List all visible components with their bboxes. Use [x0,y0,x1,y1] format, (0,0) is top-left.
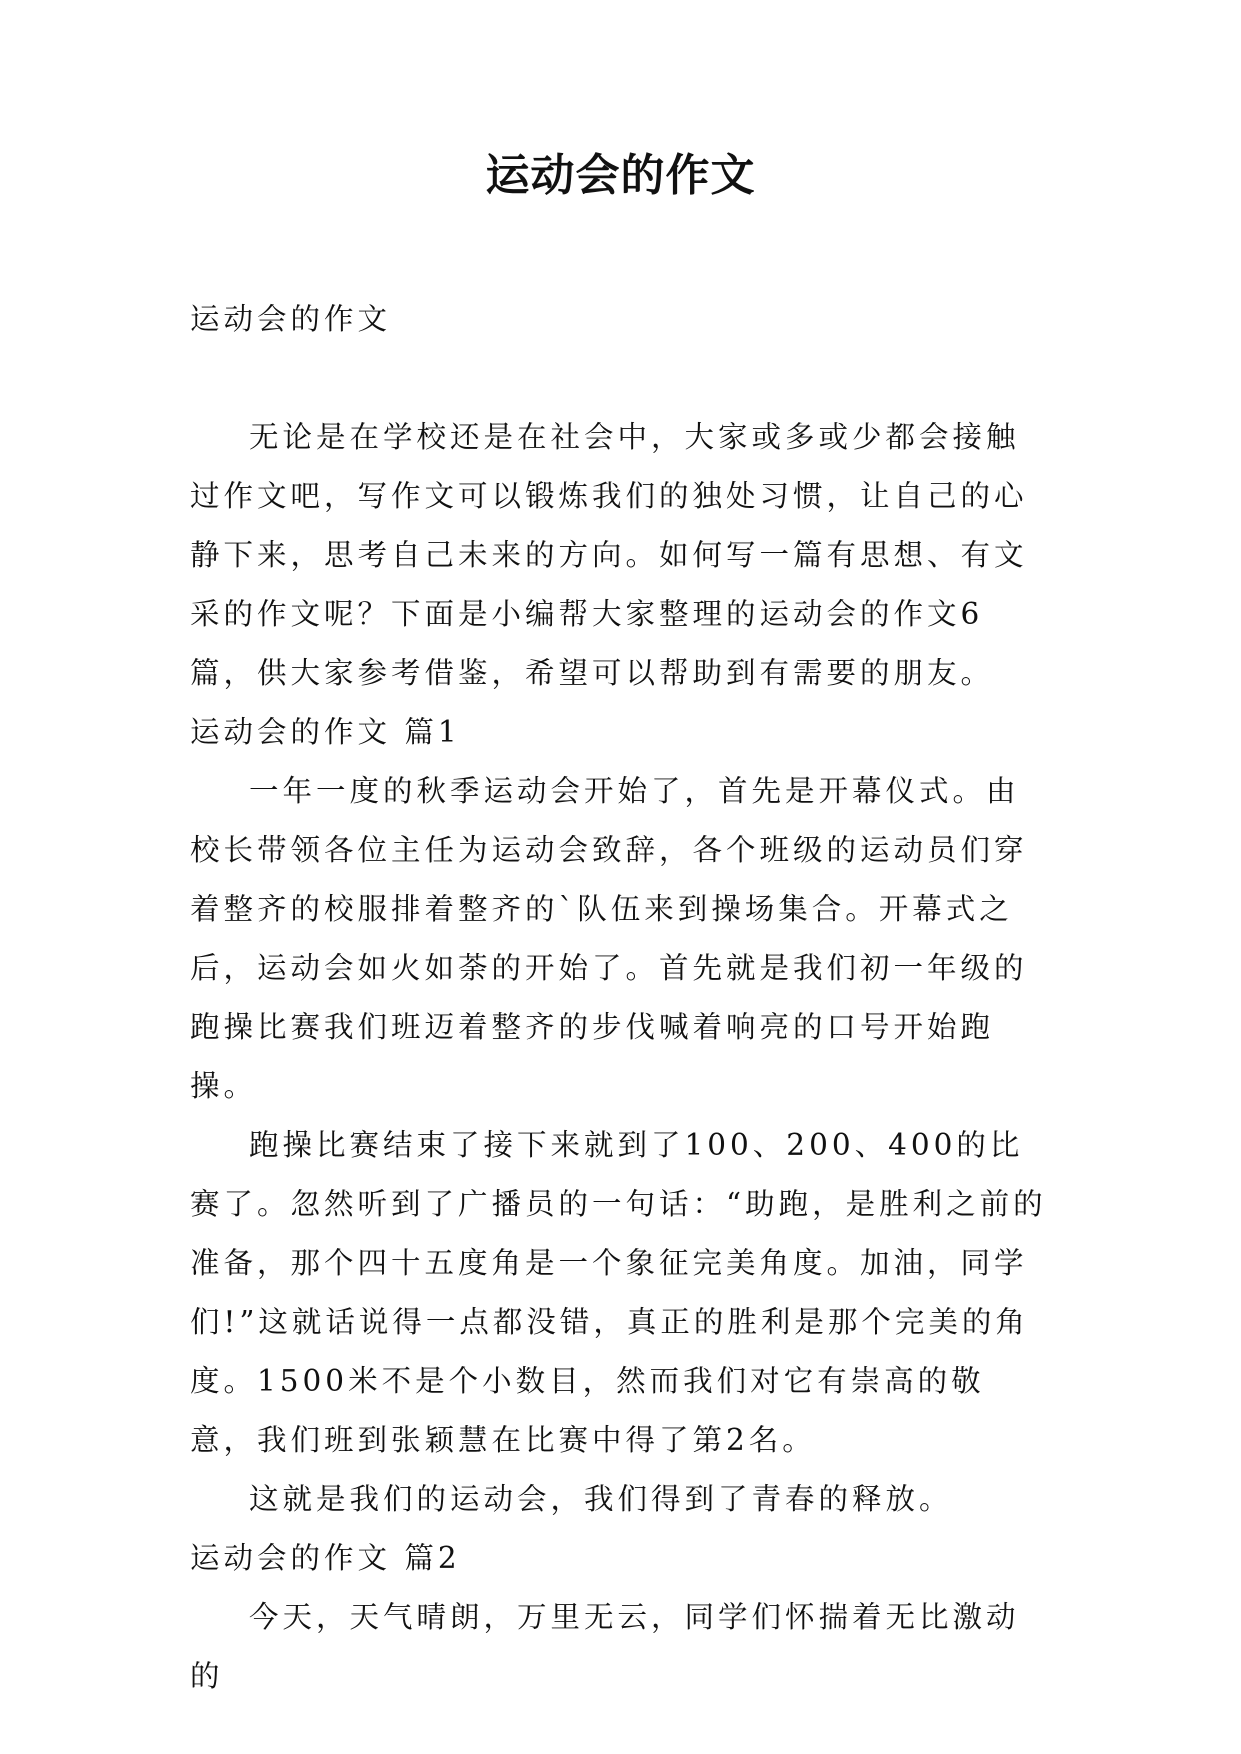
document-subtitle: 运动会的作文 [190,302,392,336]
intro-paragraph: 无论是在学校还是在社会中，大家或多或少都会接触过作文吧，写作文可以锻炼我们的独处习惯，让自己的心静下来，思考自己未来的方向。如何写一篇有思想、有文采的作文呢？下面是小编帮大家整理的运动会的作文6篇，供大家参考借鉴，希望可以帮助到有需要的朋友。 [190,420,1028,690]
section1-paragraph-3: 这就是我们的运动会，我们得到了青春的释放。 [249,1482,953,1516]
section1-paragraph-2: 跑操比赛结束了接下来就到了100、200、400的比赛了。忽然听到了广播员的一句话：“助跑，是胜利之前的准备，那个四十五度角是一个象征完美角度。加油，同学们!”这就话说得一点都没错，真正的胜利是那个完美的角度。1500米不是个小数目，然而我们对它有崇高的敬意，我们班到张颖慧在比赛中得了第2名。 [190,1128,1047,1457]
document-title: 运动会的作文 [485,150,756,201]
section-heading-1: 运动会的作文 篇1 [190,715,461,749]
spacer [190,349,1050,408]
section1-paragraph-1: 一年一度的秋季运动会开始了，首先是开幕仪式。由校长带领各位主任为运动会致辞，各个班级的运动员们穿着整齐的校服排着整齐的`队伍来到操场集合。开幕式之后，运动会如火如荼的开始了。首先就是我们初一年级的跑操比赛我们班迈着整齐的步伐喊着响亮的口号开始跑操。 [190,774,1028,1103]
section2-paragraph-1: 今天，天气晴朗，万里无云，同学们怀揣着无比激动的 [190,1600,1020,1693]
section-heading-2: 运动会的作文 篇2 [190,1541,461,1575]
document-body [190,290,1050,1706]
